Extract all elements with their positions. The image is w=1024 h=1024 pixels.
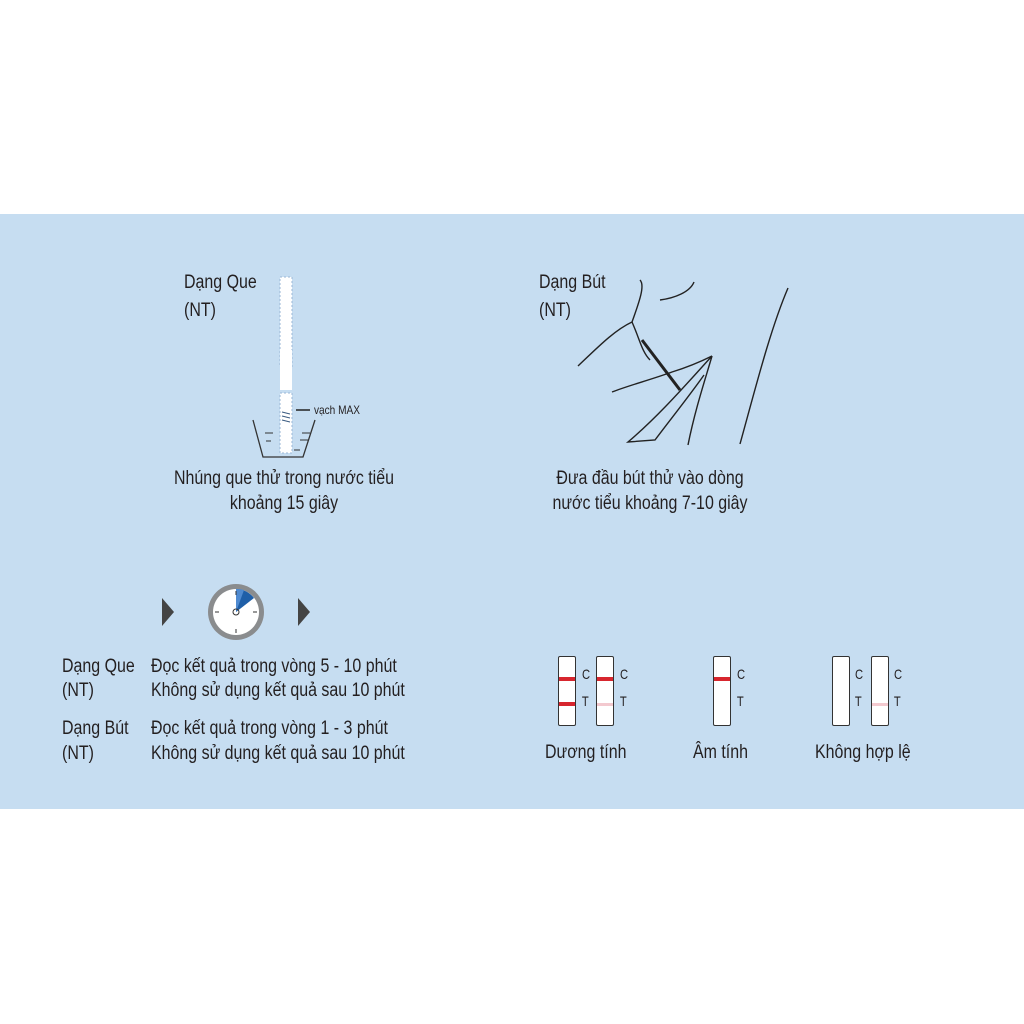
strip-type-title: Dạng Que bbox=[184, 272, 257, 293]
reading-type-pen: Dạng Bút bbox=[62, 718, 129, 739]
strip-caption-line2: khoảng 15 giây bbox=[229, 493, 339, 514]
reading-type-pen-sub: (NT) bbox=[62, 743, 94, 764]
t-label: T bbox=[619, 693, 627, 709]
pen-type-subtitle: (NT) bbox=[539, 300, 571, 321]
reading-strip-line1: Đọc kết quả trong vòng 5 - 10 phút bbox=[151, 656, 397, 677]
t-label: T bbox=[736, 693, 744, 709]
reading-pen-line1: Đọc kết quả trong vòng 1 - 3 phút bbox=[151, 718, 388, 739]
pen-type-title: Dạng Bút bbox=[539, 272, 606, 293]
pen-caption-line2: nước tiểu khoảng 7-10 giây bbox=[552, 493, 748, 514]
timer-illustration bbox=[0, 0, 1, 1]
negative-strip bbox=[713, 656, 731, 726]
c-label: C bbox=[620, 666, 629, 682]
reading-strip-line2: Không sử dụng kết quả sau 10 phút bbox=[151, 680, 405, 701]
invalid-faint-strip bbox=[871, 656, 889, 726]
positive-faint-strip bbox=[596, 656, 614, 726]
positive-strip bbox=[558, 656, 576, 726]
t-label: T bbox=[854, 693, 862, 709]
c-label: C bbox=[737, 666, 746, 682]
c-label: C bbox=[855, 666, 864, 682]
t-label: T bbox=[893, 693, 901, 709]
strip-caption-line1: Nhúng que thử trong nước tiểu bbox=[174, 468, 394, 489]
c-label: C bbox=[894, 666, 903, 682]
reading-pen-line2: Không sử dụng kết quả sau 10 phút bbox=[151, 743, 405, 764]
positive-label: Dương tính bbox=[545, 742, 627, 763]
t-label: T bbox=[581, 693, 589, 709]
invalid-label: Không hợp lệ bbox=[815, 742, 911, 763]
max-line-label: vạch MAX bbox=[314, 403, 360, 417]
reading-type-strip-sub: (NT) bbox=[62, 680, 94, 701]
pen-caption-line1: Đưa đầu bút thử vào dòng bbox=[556, 468, 744, 489]
c-label: C bbox=[582, 666, 591, 682]
invalid-strip bbox=[832, 656, 850, 726]
negative-label: Âm tính bbox=[693, 742, 749, 763]
reading-type-strip: Dạng Que bbox=[62, 656, 135, 677]
strip-type-subtitle: (NT) bbox=[184, 300, 216, 321]
